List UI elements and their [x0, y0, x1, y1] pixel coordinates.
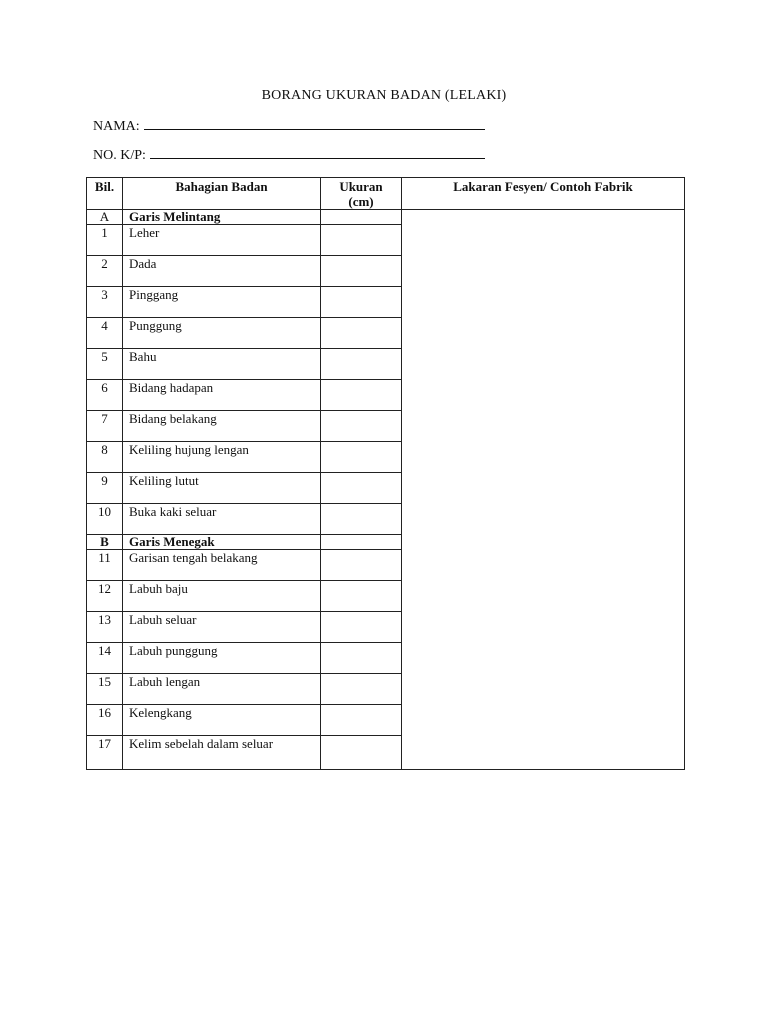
- form-title: BORANG UKURAN BADAN (LELAKI): [261, 88, 507, 103]
- row-body-part: Dada: [123, 256, 321, 287]
- row-number: 16: [87, 705, 123, 736]
- ukuran-input-cell[interactable]: [321, 349, 402, 380]
- ukuran-input-cell[interactable]: [321, 581, 402, 612]
- section-ukuran-cell: [321, 210, 402, 225]
- row-body-part: Garisan tengah belakang: [123, 550, 321, 581]
- row-body-part: Pinggang: [123, 287, 321, 318]
- row-number: 17: [87, 736, 123, 770]
- section-code: B: [87, 535, 123, 550]
- ukuran-input-cell[interactable]: [321, 256, 402, 287]
- section-ukuran-cell: [321, 535, 402, 550]
- sketch-area[interactable]: [402, 210, 685, 770]
- row-body-part: Punggung: [123, 318, 321, 349]
- row-number: 4: [87, 318, 123, 349]
- measurement-table: [86, 177, 685, 770]
- nokp-field: [93, 147, 485, 164]
- row-body-part: Labuh lengan: [123, 674, 321, 705]
- nama-blank-line[interactable]: [144, 118, 485, 130]
- table-header-row: [87, 178, 685, 210]
- row-body-part: Bidang hadapan: [123, 380, 321, 411]
- ukuran-input-cell[interactable]: [321, 550, 402, 581]
- row-body-part: Bidang belakang: [123, 411, 321, 442]
- row-number: 13: [87, 612, 123, 643]
- row-body-part: Labuh punggung: [123, 643, 321, 674]
- section-title: Garis Menegak: [123, 535, 321, 550]
- row-number: 11: [87, 550, 123, 581]
- ukuran-input-cell[interactable]: [321, 411, 402, 442]
- ukuran-input-cell[interactable]: [321, 225, 402, 256]
- ukuran-input-cell[interactable]: [321, 705, 402, 736]
- header-sketch: Lakaran Fesyen/ Contoh Fabrik: [402, 178, 685, 210]
- ukuran-input-cell[interactable]: [321, 318, 402, 349]
- row-body-part: Labuh seluar: [123, 612, 321, 643]
- row-number: 3: [87, 287, 123, 318]
- row-number: 7: [87, 411, 123, 442]
- row-number: 6: [87, 380, 123, 411]
- row-number: 1: [87, 225, 123, 256]
- ukuran-input-cell[interactable]: [321, 380, 402, 411]
- row-body-part: Keliling hujung lengan: [123, 442, 321, 473]
- row-body-part: Labuh baju: [123, 581, 321, 612]
- section-title: Garis Melintang: [123, 210, 321, 225]
- ukuran-input-cell[interactable]: [321, 442, 402, 473]
- row-body-part: Bahu: [123, 349, 321, 380]
- nama-label: NAMA:: [93, 119, 140, 134]
- row-number: 9: [87, 473, 123, 504]
- nokp-label: NO. K/P:: [93, 148, 146, 163]
- ukuran-input-cell[interactable]: [321, 473, 402, 504]
- ukuran-input-cell[interactable]: [321, 287, 402, 318]
- row-body-part: Kelengkang: [123, 705, 321, 736]
- row-body-part: Leher: [123, 225, 321, 256]
- row-body-part: Kelim sebelah dalam seluar: [123, 736, 321, 770]
- row-number: 15: [87, 674, 123, 705]
- header-part: Bahagian Badan: [123, 178, 321, 210]
- header-bil: Bil.: [87, 178, 123, 210]
- ukuran-input-cell[interactable]: [321, 643, 402, 674]
- ukuran-input-cell[interactable]: [321, 674, 402, 705]
- nama-field: [93, 118, 485, 135]
- ukuran-input-cell[interactable]: [321, 612, 402, 643]
- row-number: 8: [87, 442, 123, 473]
- row-number: 14: [87, 643, 123, 674]
- row-number: 10: [87, 504, 123, 535]
- header-ukuran: Ukuran (cm): [321, 178, 402, 210]
- row-body-part: Buka kaki seluar: [123, 504, 321, 535]
- ukuran-input-cell[interactable]: [321, 736, 402, 770]
- section-row: [87, 210, 685, 225]
- row-number: 2: [87, 256, 123, 287]
- row-number: 12: [87, 581, 123, 612]
- row-body-part: Keliling lutut: [123, 473, 321, 504]
- nokp-blank-line[interactable]: [150, 147, 485, 159]
- ukuran-input-cell[interactable]: [321, 504, 402, 535]
- row-number: 5: [87, 349, 123, 380]
- section-code: A: [87, 210, 123, 225]
